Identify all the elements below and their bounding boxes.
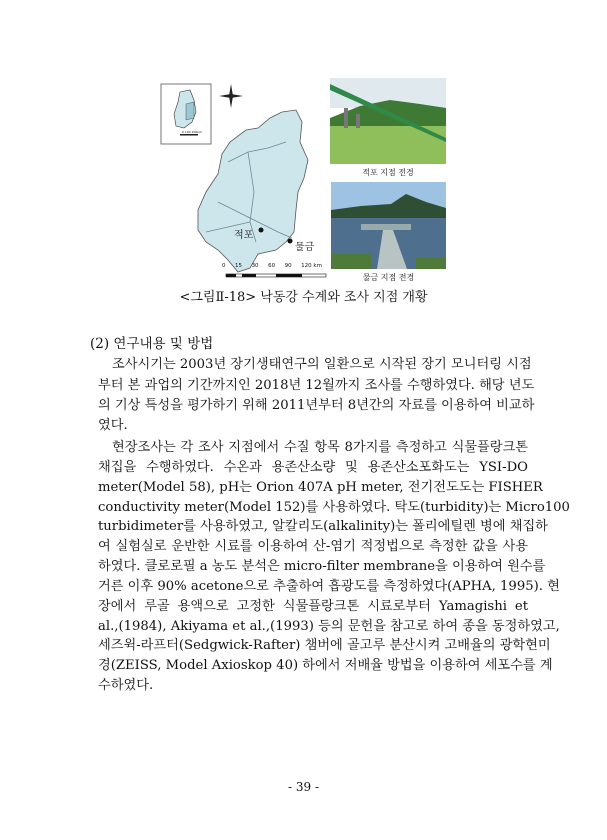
photo-caption-mulgeum: 물금 지점 전경 [362, 273, 415, 282]
photo-caption-jeokpo: 적포 지점 전경 [362, 168, 414, 177]
inset-scale-label: 0 100 200km [182, 130, 202, 134]
scale-label: 0 [222, 263, 226, 269]
site-marker-jeokpo [259, 228, 264, 233]
paragraph-line: 거른 이후 90% acetone으로 추출하여 흡광도를 측정하였다(APHA, 1995). 현 [98, 579, 560, 594]
paragraph-line: 채집을 수행하였다. 수온과 용존산소량 및 용존산소포화도는 YSI-DO [98, 460, 528, 475]
paragraph-line: 였다. [98, 418, 128, 433]
photo-mulgeum [331, 182, 446, 269]
paragraph-line: 세즈윅-라프터(Sedgwick-Rafter) 챔버에 골고루 분산시켜 고배율의 광학현미 [98, 638, 551, 653]
figure-caption: <그림Ⅱ-18> 낙동강 수계와 조사 지점 개황 [179, 290, 428, 305]
paragraph-line: al.,(1984), Akiyama et al.,(1993) 등의 문헌을 참고로 하여 종을 동정하였고, [98, 619, 560, 634]
paragraph-line: 부터 본 과업의 기간까지인 2018년 12월까지 조사를 수행하였다. 해당 년도 [98, 378, 535, 393]
page-number: - 39 - [287, 780, 319, 794]
map-scale-labels [222, 263, 322, 269]
paragraph-line: 조사시기는 2003년 장기생태연구의 일환으로 시작된 장기 모니터링 시점 [112, 357, 532, 372]
paragraph-line: meter(Model 58), pH는 Orion 407A pH meter, 전기전도도는 FISHER [98, 480, 543, 495]
scale-label: 120 km [301, 263, 322, 269]
paragraph-line: conductivity meter(Model 152)를 사용하였다. 탁도(turbidity)는 Micro100 [98, 500, 570, 515]
scale-label: 60 [268, 263, 276, 269]
photo-jeokpo [330, 78, 446, 164]
compass-rose-icon [219, 84, 243, 108]
paragraph-line: 의 기상 특성을 평가하기 위해 2011년부터 8년간의 자료를 이용하여 비교하 [98, 398, 535, 413]
scale-label: 30 [251, 263, 259, 269]
site-label-jeokpo: 적포 [234, 230, 254, 241]
scale-label: 90 [284, 263, 292, 269]
paragraph-line: 경(ZEISS, Model Axioskop 40) 하에서 저배율 방법을 이용하여 세포수를 계 [98, 658, 553, 673]
site-marker-mulgeum [288, 239, 293, 244]
paragraph-line: 하였다. 클로로필 a 농도 분석은 micro-filter membrane을 이용하여 원수를 [98, 559, 546, 574]
paragraph-line: 수하였다. [98, 678, 154, 693]
paragraph-line: turbidimeter를 사용하였고, 알칼리도(alkalinity)는 폴리에틸렌 병에 채집하 [98, 519, 548, 534]
paragraph-line: 현장조사는 각 조사 지점에서 수질 항목 8가지를 측정하고 식물플랑크톤 [112, 440, 528, 455]
section-heading: (2) 연구내용 및 방법 [90, 336, 214, 352]
paragraph-line: 여 실험실로 운반한 시료를 이용하여 산-염기 적정법으로 측정한 값을 사용 [98, 539, 528, 554]
site-label-mulgeum: 물금 [295, 242, 315, 253]
paragraph-line: 장에서 루골 용액으로 고정한 식물플랑크톤 시료로부터 Yamagishi et [98, 599, 528, 614]
scale-label: 15 [235, 263, 243, 269]
